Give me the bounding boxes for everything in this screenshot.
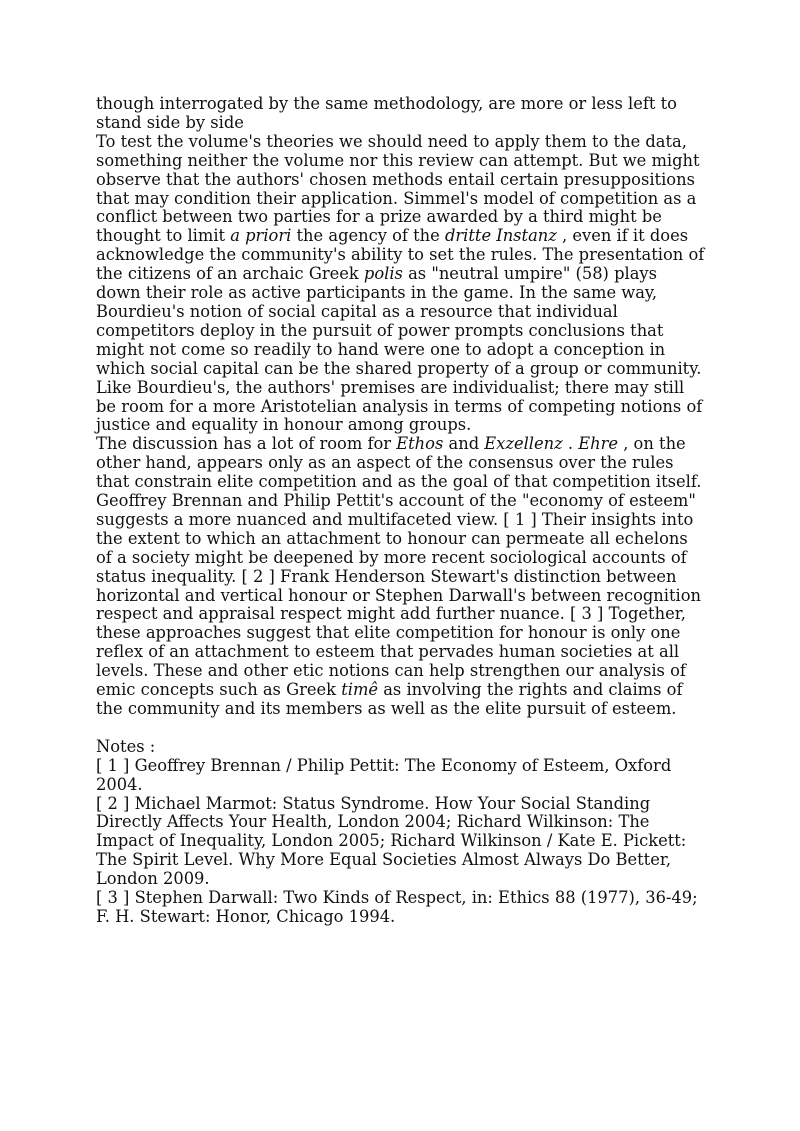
italic-term: a priori	[230, 226, 292, 246]
footnote-3: [ 3 ] Stephen Darwall: Two Kinds of Respect, in: Ethics 88 (1977), 36-49; F. H. Stewart: Honor, Chicago 1994.	[96, 888, 698, 926]
text-run: , even if it does acknowledge the community's ability to set the rules. The presentation of the citizens of an archaic Greek	[96, 226, 705, 284]
text-run: the agency of the	[291, 226, 445, 246]
text-run: .	[562, 434, 579, 454]
text-run: though interrogated by the same methodology, are more or less left to stand side by side	[96, 94, 677, 132]
body-paragraph	[96, 95, 706, 133]
text-run: as involving the rights and claims of the community and its members as well as the elite pursuit of esteem.	[96, 680, 683, 718]
italic-term: Ehre	[578, 434, 619, 454]
italic-term: Ethos	[396, 434, 444, 454]
footnote-1: [ 1 ] Geoffrey Brennan / Philip Pettit: The Economy of Esteem, Oxford 2004.	[96, 755, 672, 794]
text-run: as "neutral umpire" (58) plays down their role as active participants in the game. In the same way, Bourdieu's notion of social capital as a resource that individual competitors deploy in the pursuit of power prompts conclusions that might not come so readily to hand were one to adopt a conception in which social capital can be the shared property of a group or community. Like Bourdieu's, the authors' premises are individualist; there may still be room for a more Aristotelian analysis in terms of competing notions of justice and equality in honour among groups.	[96, 264, 703, 435]
text-run: To test the volume's theories we should need to apply them to the data, something neither the volume nor this review can attempt. But we might observe that the authors' chosen methods entail certain presuppositions that may condition their application. Simmel's model of competition as a conflict between two parties for a prize awarded by a third might be thought to limit	[96, 131, 700, 246]
italic-term: polis	[363, 264, 403, 284]
italic-term: dritte Instanz	[444, 226, 557, 246]
document-page	[96, 95, 706, 927]
footnote-2: [ 2 ] Michael Marmot: Status Syndrome. How Your Social Standing Directly Affects Your Health, London 2004; Richard Wilkinson: The Impact of Inequality, London 2005; Richard Wilkinson / Kate E. Pickett: The Spirit Level. Why More Equal Societies Almost Always Do Better, London 2009.	[96, 793, 687, 889]
notes-list	[96, 757, 706, 927]
text-run: , on the other hand, appears only as an aspect of the consensus over the rules that constrain elite competition and as the goal of that competition itself. Geoffrey Brennan and Philip Pettit's account of the "economy of esteem" suggests a more nuanced and multifaceted view. [ 1 ] Their insights into the extent to which an attachment to honour can permeate all echelons of a society might be deepened by more recent sociological accounts of status inequality. [ 2 ] Frank Henderson Stewart's distinction between horizontal and vertical honour or Stephen Darwall's between recognition respect and appraisal respect might add further nuance. [ 3 ] Together, these approaches suggest that elite competition for honour is only one reflex of an attachment to esteem that pervades human societies at all levels. These and other etic notions can help strengthen our analysis of emic concepts such as Greek	[96, 434, 702, 700]
body-paragraph	[96, 133, 706, 436]
text-run: and	[443, 434, 485, 454]
text-run: The discussion has a lot of room for	[96, 434, 397, 454]
italic-term: timê	[341, 680, 379, 700]
italic-term: Exzellenz	[484, 434, 563, 454]
review-body	[96, 95, 706, 719]
body-paragraph	[96, 435, 706, 719]
section-gap	[96, 719, 706, 738]
notes-heading: Notes :	[96, 736, 156, 756]
